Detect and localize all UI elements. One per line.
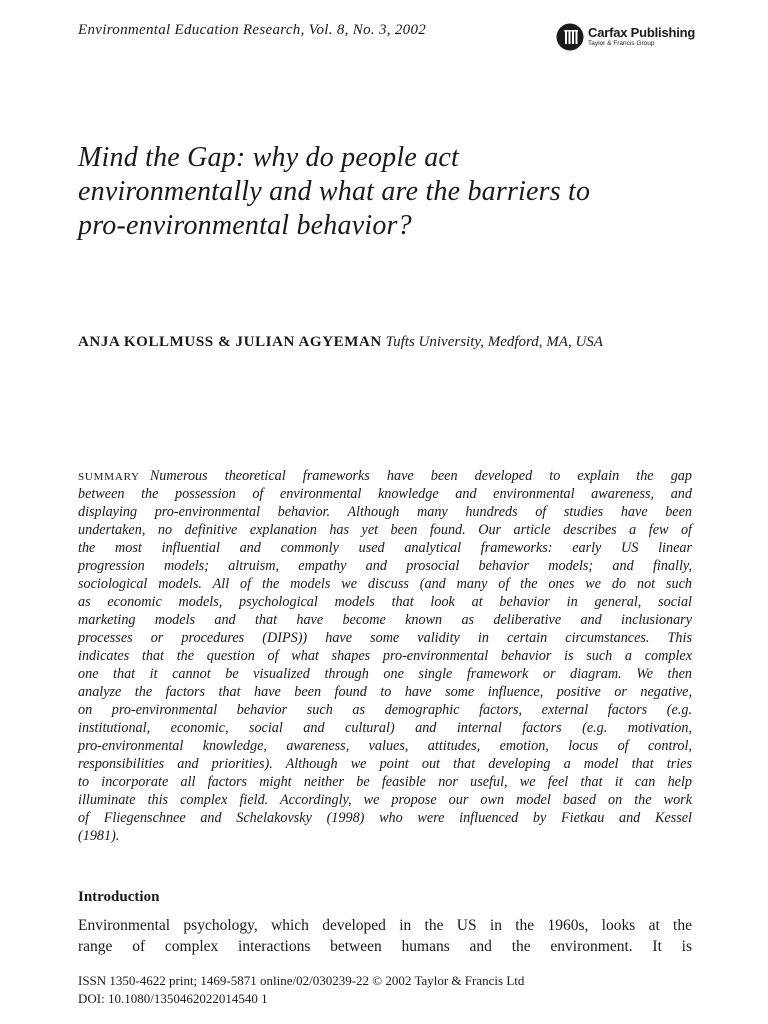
summary-line: displaying pro-environmental behavior. Although many hundreds of studies have been <box>78 504 692 520</box>
summary-line: marketing models and that have become known as deliberative and inclusionary <box>78 612 692 628</box>
summary-line: of Fliegenschnee and Schelakovsky (1998) who were influenced by Fietkau and Kessel <box>78 810 692 826</box>
body-line: Environmental psychology, which developed in the US in the 1960s, looks at the <box>78 917 692 934</box>
title-line: pro-environmental behavior? <box>78 210 412 241</box>
summary-line <box>78 467 692 485</box>
introduction-body <box>78 915 692 957</box>
publisher-logo-icon <box>556 23 584 51</box>
summary-line: institutional, economic, social and cultural) and internal factors (e.g. motivation, <box>78 720 692 736</box>
summary-line: progression models; altruism, empathy and prosocial behavior models; and finally, <box>78 558 692 574</box>
summary-line: illuminate this complex field. Accordingly, we propose our own model based on the work <box>78 792 692 808</box>
page-footer <box>78 972 524 1008</box>
summary-line: as economic models, psychological models that look at behavior in general, social <box>78 594 692 610</box>
author-names: ANJA KOLLMUSS & JULIAN AGYEMAN <box>78 334 382 350</box>
issn-line: ISSN 1350-4622 print; 1469-5871 online/02/030239-22 © 2002 Taylor & Francis Ltd <box>78 973 525 988</box>
author-block <box>78 333 698 351</box>
body-line: range of complex interactions between humans and the environment. It is <box>78 938 692 955</box>
article-title <box>78 141 698 243</box>
section-heading-introduction: Introduction <box>78 889 160 905</box>
publisher-text <box>588 26 695 48</box>
summary-line: undertaken, no definitive explanation has yet been found. Our article describes a few of <box>78 522 692 538</box>
summary-line: processes or procedures (DIPS)) have some validity in certain circumstances. This <box>78 630 692 646</box>
publisher-group: Taylor & Francis Group <box>588 40 655 48</box>
summary-line: analyze the factors that have been found to have some influence, positive or negative, <box>78 684 692 700</box>
doi-line: DOI: 10.1080/1350462022014540 1 <box>78 991 268 1006</box>
journal-citation: Environmental Education Research, Vol. 8, No. 3, 2002 <box>78 22 427 38</box>
publisher-branding <box>556 23 695 51</box>
title-line: Mind the Gap: why do people act <box>78 142 460 173</box>
summary-line: on pro-environmental behavior such as demographic factors, external factors (e.g. <box>78 702 692 718</box>
summary-line: the most influential and commonly used analytical frameworks: early US linear <box>78 540 692 556</box>
summary-line-text: Numerous theoretical frameworks have been developed to explain the gap <box>149 468 692 484</box>
summary-line: pro-environmental knowledge, awareness, values, attitudes, emotion, locus of control, <box>78 738 692 754</box>
title-line: environmentally and what are the barriers to <box>78 176 591 207</box>
summary-line: to incorporate all factors might neither be feasible nor useful, we feel that it can help <box>78 774 692 790</box>
summary-line: sociological models. All of the models we discuss (and many of the ones we do not such <box>78 576 692 592</box>
summary-abstract <box>78 467 692 845</box>
author-affiliation: Tufts University, Medford, MA, USA <box>385 334 603 350</box>
summary-line: (1981). <box>78 828 120 844</box>
publisher-name: Carfax Publishing <box>588 25 696 41</box>
summary-line: one that it cannot be visualized through one single framework or diagram. We then <box>78 666 692 682</box>
summary-label: SUMMARY <box>78 471 140 483</box>
summary-line: indicates that the question of what shapes pro-environmental behavior is such a complex <box>78 648 692 664</box>
summary-line: between the possession of environmental knowledge and environmental awareness, and <box>78 486 692 502</box>
summary-line: responsibilities and priorities). Although we point out that developing a model that tries <box>78 756 692 772</box>
